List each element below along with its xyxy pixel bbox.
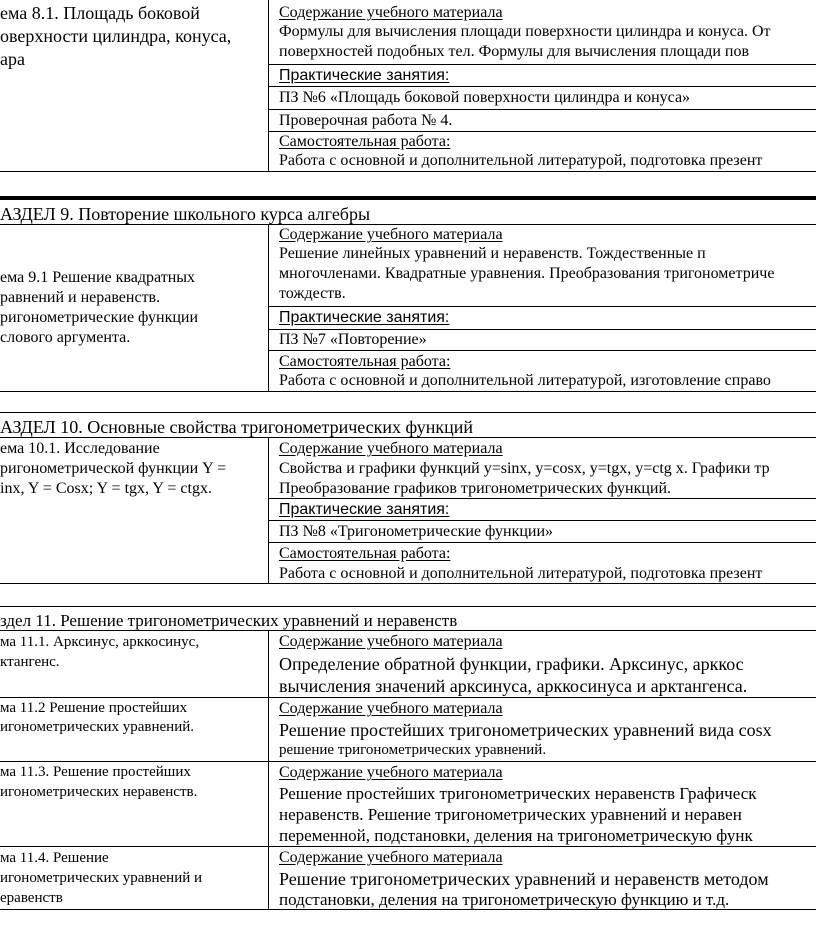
section-title: здел 11. Решение тригонометрических уравнений и неравенств (0, 611, 458, 630)
content-text: поверхностей подобных тел. Формулы для вычисления площади пов (279, 43, 750, 60)
content-header: Содержание учебного материала (279, 4, 503, 21)
self-work-text: Работа с основной и дополнительной литературой, подготовка презент (279, 152, 763, 169)
table-border (268, 329, 816, 330)
table-border (268, 437, 269, 584)
content-text: Решение простейших тригонометрических уравнений вида cosx (279, 720, 772, 740)
table-border (268, 520, 816, 521)
content-text: Решение простейших тригонометрических неравенств Графическ (279, 784, 757, 803)
table-border (0, 697, 816, 698)
table-border (268, 131, 816, 132)
topic-title-line: еравенств (0, 890, 63, 906)
table-border (0, 224, 816, 225)
self-work-text: Работа с основной и дополнительной литературой, подготовка презент (279, 565, 763, 582)
topic-title-line: ригонометрической функции Y = (0, 460, 227, 477)
table-border (268, 498, 816, 499)
table-border (268, 542, 816, 543)
section-title: АЗДЕЛ 10. Основные свойства тригонометрических функций (0, 417, 474, 437)
table-border (0, 437, 816, 438)
table-border (0, 412, 816, 413)
table-border (0, 606, 816, 607)
content-text: подстановки, деления на тригонометрическую функцию и т.д. (279, 890, 730, 909)
content-text: Решение тригонометрических уравнений и неравенств методом (279, 869, 769, 889)
table-border (268, 224, 269, 392)
topic-title-line: ма 11.2 Решение простейших (0, 700, 188, 716)
topic-title-line: игонометрических уравнений. (0, 719, 195, 735)
content-text: Формулы для вычисления площади поверхности цилиндра и конуса. От (279, 23, 771, 40)
self-work-header: Самостоятельная работа: (279, 545, 451, 562)
practice-header: Практические занятия: (279, 67, 450, 84)
topic-title-line: ема 10.1. Исследование (0, 440, 160, 457)
content-header: Содержание учебного материала (279, 633, 503, 650)
table-border (0, 761, 816, 762)
content-text: Преобразование графиков тригонометрических функций. (279, 480, 672, 497)
section-separator (0, 196, 816, 200)
test-text: Проверочная работа № 4. (279, 112, 453, 129)
topic-title-line: ема 9.1 Решение квадратных (0, 269, 196, 286)
content-text: Решение линейных уравнений и неравенств. Тождественные п (279, 245, 706, 262)
topic-title-line: оверхности цилиндра, конуса, (0, 26, 232, 46)
topic-title-line: ма 11.3. Решение простейших (0, 764, 191, 780)
practice-text: ПЗ №6 «Площадь боковой поверхности цилиндра и конуса» (279, 89, 691, 106)
table-border (0, 846, 816, 847)
topic-title-line: ма 11.1. Арксинус, арккосинус, (0, 634, 200, 650)
table-border (268, 109, 816, 110)
table-border (0, 583, 816, 584)
table-border (268, 306, 816, 307)
content-text: тождеств. (279, 285, 346, 302)
table-border (268, 86, 816, 87)
topic-title-line: равнений и неравенств. (0, 289, 161, 306)
topic-title-line: игонометрических уравнений и (0, 870, 203, 886)
topic-title-line: ема 8.1. Площадь боковой (0, 3, 200, 23)
content-text: Свойства и графики функций y=sinx, y=cosx, y=tgx, y=ctg x. Графики тр (279, 460, 770, 477)
table-border (0, 909, 816, 910)
topic-title-line: ригонометрические функции (0, 309, 199, 326)
content-header: Содержание учебного материала (279, 849, 503, 866)
content-text: многочленами. Квадратные уравнения. Преобразования тригонометриче (279, 265, 775, 282)
content-text: решение тригонометрических уравнений. (279, 742, 547, 758)
practice-text: ПЗ №8 «Тригонометрические функции» (279, 523, 554, 540)
self-work-text: Работа с основной и дополнительной литературой, изготовление справо (279, 372, 771, 389)
table-border (268, 64, 816, 65)
topic-title-line: ара (0, 49, 25, 69)
content-text: Определение обратной функции, графики. Арксинус, арккос (279, 654, 744, 674)
practice-header: Практические занятия: (279, 501, 450, 518)
table-border (0, 391, 816, 392)
table-border (0, 630, 816, 631)
practice-header: Практические занятия: (279, 309, 450, 326)
content-header: Содержание учебного материала (279, 226, 503, 243)
table-border (268, 350, 816, 351)
content-text: вычисления значений арксинуса, арккосинуса и арктангенса. (279, 676, 748, 696)
table-border (268, 630, 269, 910)
topic-title-line: ма 11.4. Решение (0, 850, 109, 866)
self-work-header: Самостоятельная работа: (279, 353, 451, 370)
practice-text: ПЗ №7 «Повторение» (279, 331, 427, 348)
self-work-header: Самостоятельная работа: (279, 133, 451, 150)
topic-title-line: ктангенс. (0, 654, 60, 670)
content-text: неравенств. Решение тригонометрических уравнений и неравен (279, 805, 742, 824)
content-header: Содержание учебного материала (279, 764, 503, 781)
content-header: Содержание учебного материала (279, 700, 503, 717)
topic-title-line: слового аргумента. (0, 329, 131, 346)
content-header: Содержание учебного материала (279, 440, 503, 457)
topic-title-line: inx, Y = Cosx; Y = tgx, Y = ctgx. (0, 480, 212, 497)
topic-title-line: игонометрических неравенств. (0, 784, 198, 800)
section-title: АЗДЕЛ 9. Повторение школьного курса алгебры (0, 204, 371, 224)
table-border (0, 171, 816, 172)
content-text: переменной, подстановки, деления на тригонометрическую функ (279, 826, 753, 845)
